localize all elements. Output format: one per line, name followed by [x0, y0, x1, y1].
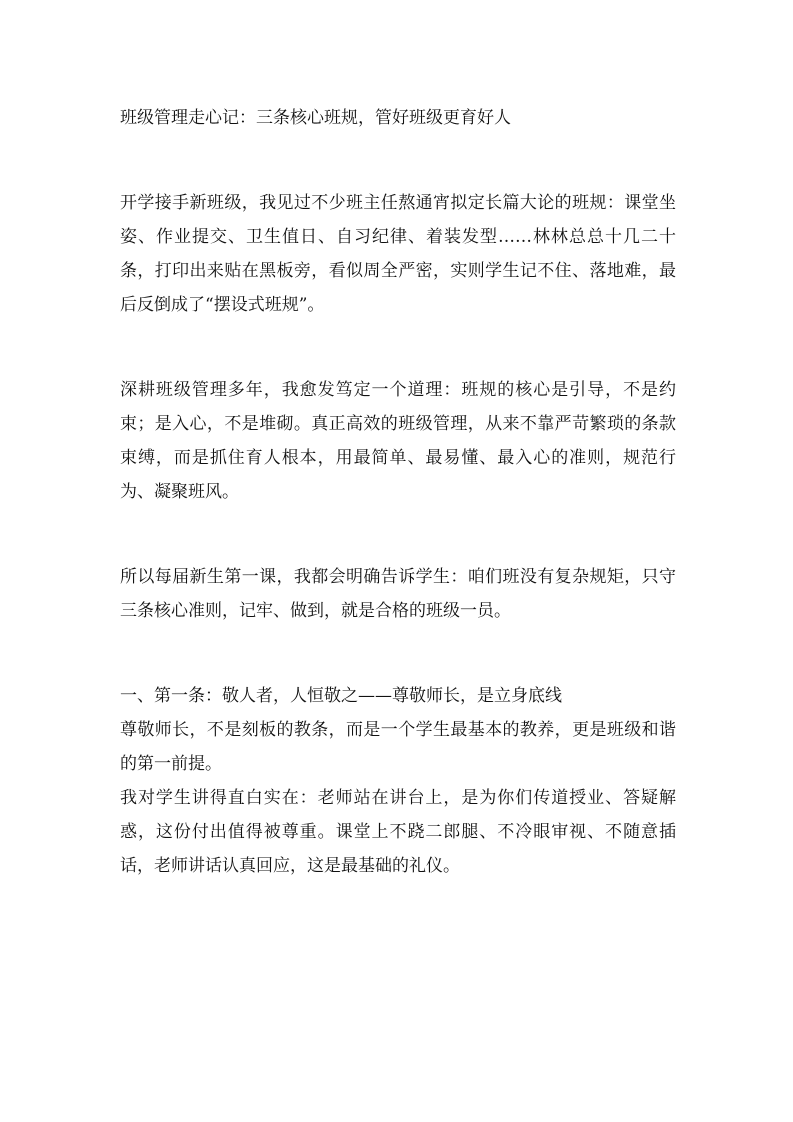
section-heading-1: 一、第一条：敬人者，人恒敬之——尊敬师长，是立身底线 — [120, 686, 562, 706]
paragraph-intro: 开学接手新班级，我见过不少班主任熬通宵拟定长篇大论的班规：课堂坐姿、作业提交、卫生值日、自习纪律、着装发型……林林总总十几二十条，打印出来贴在黑板旁，看似周全严密，实则学生记不住、落地难，最后反倒成了“摆设式班规”。 — [120, 193, 676, 315]
paragraph-principle: 深耕班级管理多年，我愈发笃定一个道理：班规的核心是引导，不是约束；是入心，不是堆砌。真正高效的班级管理，从来不靠严苛繁琐的条款束缚，而是抓住育人根本，用最简单、最易懂、最入心的准则，规范行为、凝聚班风。 — [120, 380, 676, 502]
document-title: 班级管理走心记：三条核心班规，管好班级更育好人 — [120, 108, 511, 128]
document-body — [120, 101, 676, 883]
section1-paragraph-2: 我对学生讲得直白实在：老师站在讲台上，是为你们传道授业、答疑解惑，这份付出值得被尊重。课堂上不跷二郎腿、不冷眼审视、不随意插话，老师讲话认真回应，这是最基础的礼仪。 — [120, 788, 676, 876]
section1-paragraph-1: 尊敬师长，不是刻板的教条，而是一个学生最基本的教养，更是班级和谐的第一前提。 — [120, 720, 676, 774]
paragraph-first-lesson: 所以每届新生第一课，我都会明确告诉学生：咱们班没有复杂规矩，只守三条核心准则，记牢、做到，就是合格的班级一员。 — [120, 567, 676, 621]
